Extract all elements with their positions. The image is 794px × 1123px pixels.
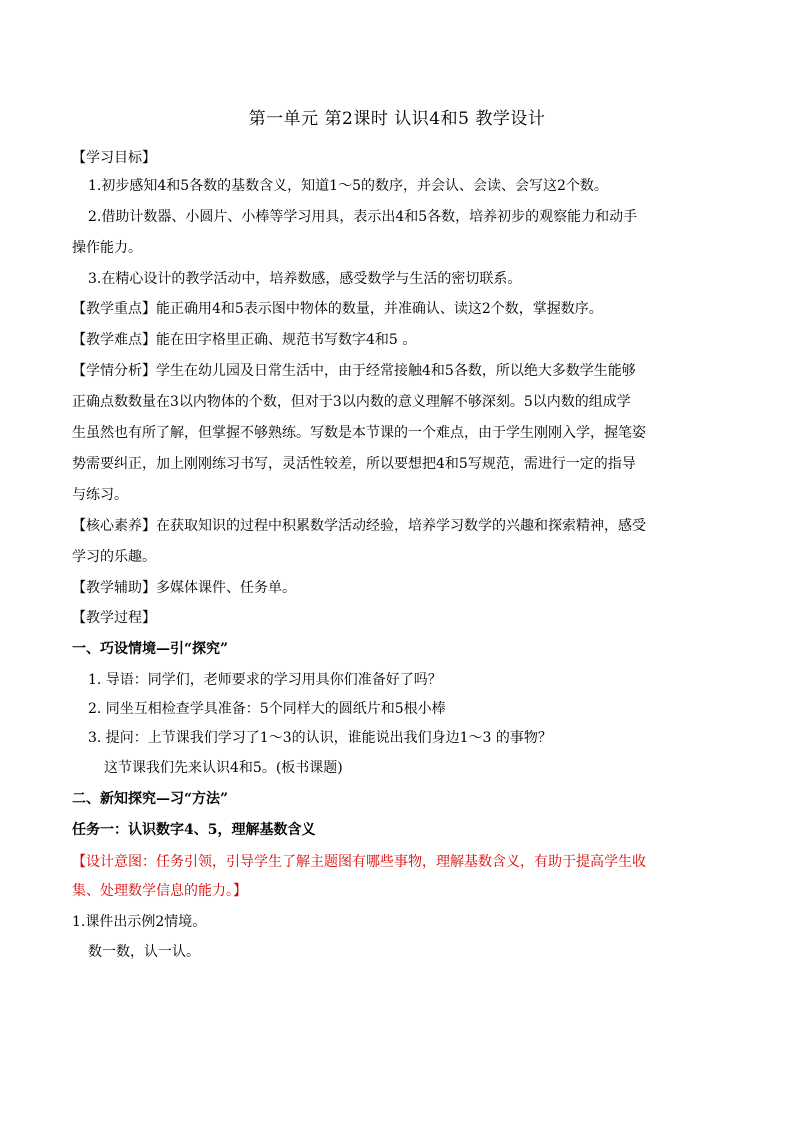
key-point: 【教学重点】能正确用4和5表示图中物体的数量，并准确认、读这2个数，掌握数序。 xyxy=(72,301,603,317)
section-1-heading: 一、巧设情境—引“探究” xyxy=(72,641,229,657)
teaching-aids: 【教学辅助】多媒体课件、任务单。 xyxy=(72,580,296,596)
step-1-sub: 数一数，认一认。 xyxy=(88,944,200,960)
objectives-heading: 【学习目标】 xyxy=(72,150,156,166)
objective-2-cont: 操作能力。 xyxy=(72,240,142,256)
step-1: 1.课件出示例2情境。 xyxy=(72,914,207,930)
difficulty: 【教学难点】能在田字格里正确、规范书写数字4和5 。 xyxy=(72,332,417,348)
analysis-line-2: 正确点数数量在3以内物体的个数，但对于3以内数的意义理解不够深刻。5以内数的组成学 xyxy=(72,394,631,410)
section-1-item-3: 3. 提问：上节课我们学习了1～3的认识，谁能说出我们身边1～3 的事物？ xyxy=(88,730,552,746)
analysis-line-3: 生虽然也有所了解，但掌握不够熟练。写数是本节课的一个难点，由于学生刚刚入学，握笔姿 xyxy=(72,425,646,441)
section-1-item-2: 2. 同坐互相检查学具准备：5个同样大的圆纸片和5根小棒 xyxy=(88,701,446,717)
document-title: 第一单元 第2课时 认识4和5 教学设计 xyxy=(248,109,546,129)
design-intent-line-2: 集、处理数学信息的能力。】 xyxy=(72,883,247,899)
process-heading: 【教学过程】 xyxy=(72,610,156,626)
section-1-item-1: 1. 导语：同学们，老师要求的学习用具你们准备好了吗？ xyxy=(88,672,442,688)
design-intent-line-1: 【设计意图：任务引领，引导学生了解主题图有哪些事物，理解基数含义，有助于提高学生收 xyxy=(72,854,646,870)
literacy-line-1: 【核心素养】在获取知识的过程中积累数学活动经验，培养学习数学的兴趣和探索精神，感受 xyxy=(72,518,646,534)
objective-1: 1.初步感知4和5各数的基数含义，知道1～5的数序，并会认、会读、会写这2个数。 xyxy=(88,178,608,194)
section-1-note: 这节课我们先来认识4和5。(板书课题) xyxy=(104,760,343,776)
task-1-heading: 任务一：认识数字4、5，理解基数含义 xyxy=(72,822,316,838)
analysis-line-5: 与练习。 xyxy=(72,487,128,503)
objective-2: 2.借助计数器、小圆片、小棒等学习用具，表示出4和5各数，培养初步的观察能力和动手 xyxy=(88,209,638,225)
objective-3: 3.在精心设计的教学活动中，培养数感，感受数学与生活的密切联系。 xyxy=(88,271,522,287)
literacy-line-2: 学习的乐趣。 xyxy=(72,549,156,565)
analysis-line-1: 【学情分析】学生在幼儿园及日常生活中，由于经常接触4和5各数，所以绝大多数学生能够 xyxy=(72,363,636,379)
analysis-line-4: 势需要纠正，加上刚刚练习书写，灵活性较差，所以要想把4和5写规范，需进行一定的指导 xyxy=(72,456,636,472)
section-2-heading: 二、新知探究—习“方法” xyxy=(72,791,229,807)
